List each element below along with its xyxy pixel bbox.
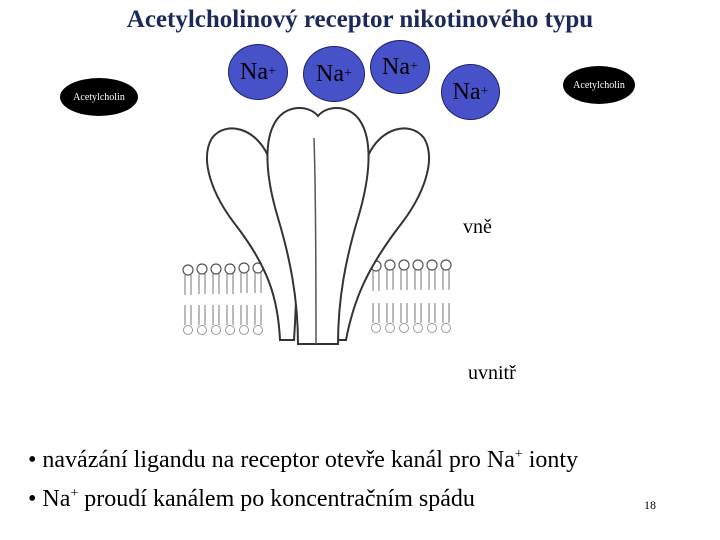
receptor-membrane-diagram: [170, 98, 470, 383]
bullet-text: Na: [42, 486, 71, 512]
bullet-text: navázání ligandu na receptor otevře kanál pro Na: [42, 447, 515, 473]
outside-label: vně: [463, 216, 492, 238]
sodium-ion-4: Na +: [441, 64, 500, 120]
bullet-item-2: [28, 477, 708, 516]
ion-label: Na: [316, 60, 345, 87]
acetylcholine-ligand-right: Acetylcholin: [563, 66, 635, 104]
acetylcholine-ligand-left: Acetylcholin: [60, 78, 138, 116]
sodium-ion-2: Na +: [303, 46, 365, 102]
sodium-ion-3: Na +: [370, 40, 430, 94]
slide-title: Acetylcholinový receptor nikotinového typu: [126, 6, 594, 33]
bullet-marker: •: [28, 486, 37, 512]
bullet-superscript: +: [514, 447, 523, 462]
bullet-list: [28, 438, 708, 516]
ion-label: Na: [452, 78, 481, 105]
ion-label: Na: [382, 53, 411, 80]
receptor-protein: [207, 108, 429, 344]
bullet-text-tail: ionty: [522, 447, 579, 473]
bullet-superscript: +: [70, 486, 79, 501]
ion-label: Na: [240, 58, 269, 85]
bullet-item-1: [28, 438, 708, 477]
sodium-ion-1: Na +: [228, 44, 288, 100]
inside-label: uvnitř: [468, 362, 516, 384]
bullet-text-tail: proudí kanálem po koncentračním spádu: [78, 486, 475, 512]
bullet-marker: •: [28, 447, 37, 473]
page-number: 18: [644, 498, 656, 512]
